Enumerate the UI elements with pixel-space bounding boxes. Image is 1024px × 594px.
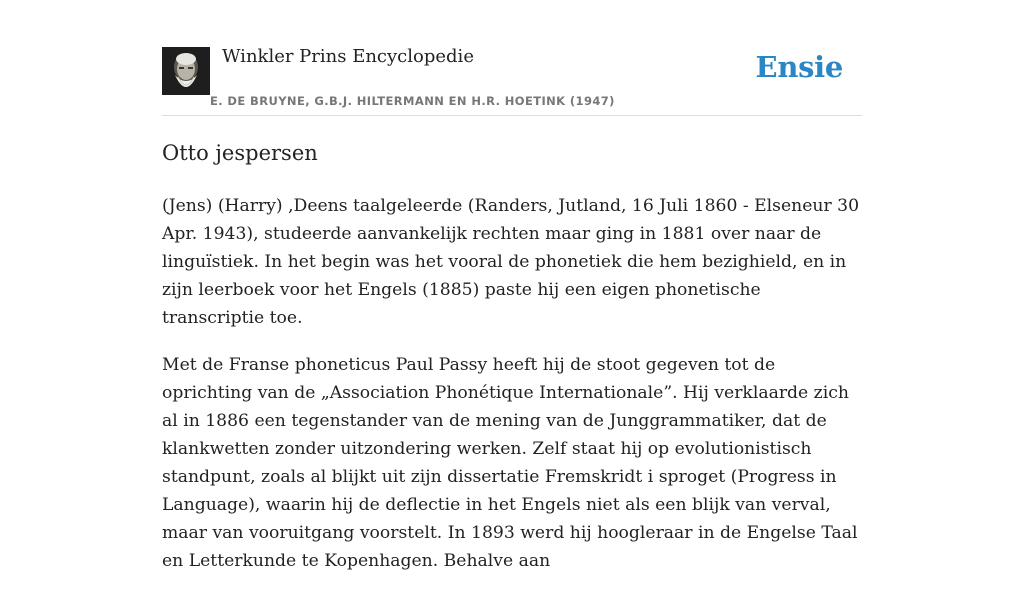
author-avatar-icon[interactable] (162, 47, 210, 95)
publication-title[interactable]: Winkler Prins Encyclopedie (222, 46, 474, 67)
page (162, 0, 862, 571)
publication-header (162, 0, 862, 116)
ensie-logo[interactable]: Ensie (755, 50, 843, 84)
article-title: Otto jespersen (162, 141, 318, 165)
publication-authors: E. DE BRUYNE, G.B.J. HILTERMANN EN H.R. HOETINK (1947) (210, 94, 615, 108)
article-body (162, 192, 862, 594)
article-paragraph: Met de Franse phoneticus Paul Passy heeft hij de stoot gegeven tot de oprichting van de „Association Phonétique Internationale”. Hij verklaarde zich al in 1886 een tegenstander van de mening van de Junggrammatiker, dat de klankwetten zonder uitzondering werken. Zelf staat hij op evolutionistisch standpunt, zoals al blijkt uit zijn dissertatie Fremskridt i sproget (Progress in Language), waarin hij de deflectie in het Engels niet als een blijk van verval, maar van vooruitgang voorstelt. In 1893 werd hij hoogleraar in de Engelse Taal en Letterkunde te Kopenhagen. Behalve aan (162, 355, 858, 571)
article-paragraph: (Jens) (Harry) ,Deens taalgeleerde (Randers, Jutland, 16 Juli 1860 - Elseneur 30 Apr. 1943), studeerde aanvankelijk rechten maar ging in 1881 over naar de linguïstiek. In het begin was het vooral de phonetiek die hem bezighield, en in zijn leerboek voor het Engels (1885) paste hij een eigen phonetische transcriptie toe. (162, 196, 860, 328)
